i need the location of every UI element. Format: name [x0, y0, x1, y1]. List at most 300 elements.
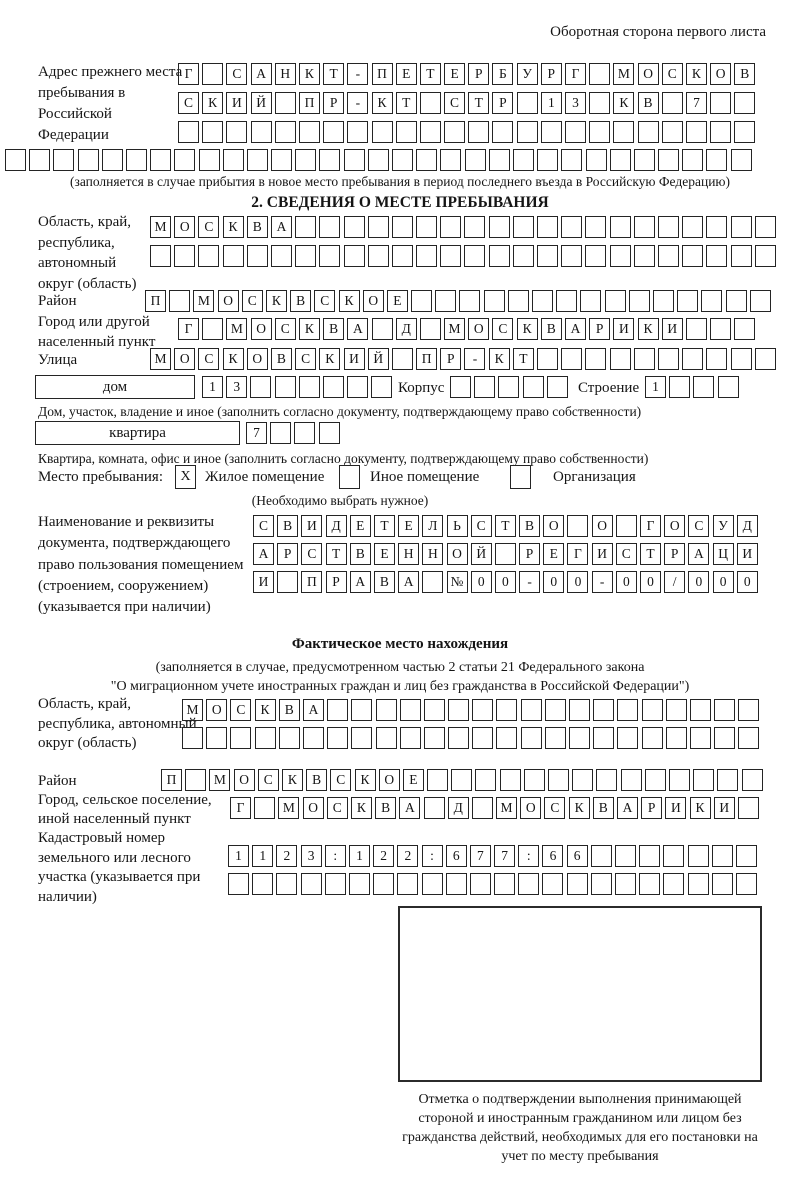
- char-box: [325, 873, 346, 895]
- char-box: [230, 727, 251, 749]
- char-box: [706, 245, 727, 267]
- char-box: Т: [468, 92, 489, 114]
- char-box: [653, 290, 674, 312]
- char-box: М: [193, 290, 214, 312]
- district2-label: Район: [38, 773, 77, 789]
- district2-row: [161, 769, 763, 791]
- char-box: К: [489, 348, 510, 370]
- char-box: [424, 727, 445, 749]
- char-box: [634, 216, 655, 238]
- char-box: [323, 376, 344, 398]
- char-box: [658, 149, 679, 171]
- char-box: Т: [396, 92, 417, 114]
- char-box: [710, 318, 731, 340]
- char-box: [682, 348, 703, 370]
- char-box: С: [275, 318, 296, 340]
- stay-type-label: Место пребывания:: [38, 469, 163, 485]
- char-box: [658, 348, 679, 370]
- char-box: М: [182, 699, 203, 721]
- char-box: 0: [737, 571, 758, 593]
- char-box: :: [422, 845, 443, 867]
- char-box: [638, 121, 659, 143]
- char-box: Т: [495, 515, 516, 537]
- prev-address-note: (заполняется в случае прибытия в новое место пребывания в период последнего въезда в Российскую Федерацию): [69, 174, 731, 189]
- char-box: [327, 727, 348, 749]
- char-box: А: [271, 216, 292, 238]
- char-box: [658, 216, 679, 238]
- char-box: [717, 769, 738, 791]
- char-box: [545, 699, 566, 721]
- char-box: [712, 845, 733, 867]
- char-box: С: [444, 92, 465, 114]
- char-box: [585, 245, 606, 267]
- char-box: С: [662, 63, 683, 85]
- char-box: Е: [396, 63, 417, 85]
- char-box: [734, 121, 755, 143]
- char-box: [102, 149, 123, 171]
- char-box: Й: [471, 543, 492, 565]
- char-box: Г: [178, 318, 199, 340]
- char-box: К: [372, 92, 393, 114]
- char-box: [682, 245, 703, 267]
- char-box: А: [617, 797, 638, 819]
- char-box: [199, 149, 220, 171]
- char-box: 0: [471, 571, 492, 593]
- char-box: [561, 348, 582, 370]
- char-box: [178, 121, 199, 143]
- char-box: С: [492, 318, 513, 340]
- char-box: [561, 149, 582, 171]
- char-box: [202, 63, 223, 85]
- char-box: [344, 245, 365, 267]
- char-box: [319, 245, 340, 267]
- char-box: [435, 290, 456, 312]
- char-box: И: [714, 797, 735, 819]
- char-box: 1: [645, 376, 666, 398]
- char-box: К: [299, 318, 320, 340]
- char-box: Р: [468, 63, 489, 85]
- char-box: [247, 245, 268, 267]
- char-box: [495, 543, 516, 565]
- char-box: [734, 92, 755, 114]
- char-box: [755, 245, 776, 267]
- char-box: С: [314, 290, 335, 312]
- char-box: [567, 873, 588, 895]
- char-box: -: [347, 92, 368, 114]
- char-box: [446, 873, 467, 895]
- char-box: [470, 873, 491, 895]
- house-number-cells: [202, 376, 392, 398]
- char-box: [663, 873, 684, 895]
- char-box: Е: [374, 543, 395, 565]
- char-box: К: [355, 769, 376, 791]
- char-box: [185, 769, 206, 791]
- char-box: Р: [440, 348, 461, 370]
- char-box: [731, 245, 752, 267]
- char-box: К: [638, 318, 659, 340]
- char-box: [344, 149, 365, 171]
- char-box: М: [613, 63, 634, 85]
- char-box: О: [247, 348, 268, 370]
- char-box: [615, 873, 636, 895]
- char-box: [392, 149, 413, 171]
- char-box: [277, 571, 298, 593]
- char-box: [545, 727, 566, 749]
- char-box: 7: [494, 845, 515, 867]
- char-box: С: [178, 92, 199, 114]
- cadastral-row-2: [228, 873, 757, 895]
- char-box: [271, 245, 292, 267]
- char-box: С: [330, 769, 351, 791]
- char-box: [275, 121, 296, 143]
- char-box: [182, 727, 203, 749]
- char-box: [376, 699, 397, 721]
- char-box: Й: [251, 92, 272, 114]
- char-box: В: [277, 515, 298, 537]
- city-row: [178, 318, 755, 340]
- char-box: 3: [565, 92, 586, 114]
- char-box: [472, 727, 493, 749]
- char-box: [742, 769, 763, 791]
- char-box: [494, 873, 515, 895]
- char-box: [468, 121, 489, 143]
- char-box: М: [496, 797, 517, 819]
- prev-address-row-2: [178, 92, 755, 114]
- char-box: [392, 245, 413, 267]
- char-box: [440, 216, 461, 238]
- char-box: [589, 121, 610, 143]
- stay-type-checkbox-other: [339, 465, 360, 489]
- char-box: [706, 348, 727, 370]
- actual-location-note-1: (заполняется в случае, предусмотренном частью 2 статьи 21 Федерального закона: [155, 660, 645, 675]
- char-box: [303, 727, 324, 749]
- char-box: [202, 318, 223, 340]
- prev-address-row-1: [178, 63, 755, 85]
- char-box: Е: [403, 769, 424, 791]
- char-box: У: [713, 515, 734, 537]
- char-box: Е: [444, 63, 465, 85]
- char-box: [513, 149, 534, 171]
- char-box: [444, 121, 465, 143]
- char-box: [537, 245, 558, 267]
- char-box: [252, 873, 273, 895]
- section2-title: 2. СВЕДЕНИЯ О МЕСТЕ ПРЕБЫВАНИЯ: [251, 194, 549, 211]
- char-box: [327, 699, 348, 721]
- char-box: [547, 376, 568, 398]
- char-box: [734, 318, 755, 340]
- char-box: [416, 149, 437, 171]
- char-box: [489, 216, 510, 238]
- char-box: [731, 216, 752, 238]
- char-box: [53, 149, 74, 171]
- char-box: [78, 149, 99, 171]
- char-box: Е: [387, 290, 408, 312]
- char-box: [397, 873, 418, 895]
- char-box: О: [218, 290, 239, 312]
- char-box: [492, 121, 513, 143]
- char-box: [347, 121, 368, 143]
- char-box: [226, 121, 247, 143]
- char-box: [532, 290, 553, 312]
- char-box: [613, 121, 634, 143]
- char-box: [459, 290, 480, 312]
- char-box: Г: [178, 63, 199, 85]
- char-box: Л: [422, 515, 443, 537]
- char-box: С: [616, 543, 637, 565]
- char-box: [686, 318, 707, 340]
- char-box: [548, 769, 569, 791]
- char-box: [712, 873, 733, 895]
- char-box: [537, 348, 558, 370]
- char-box: [682, 216, 703, 238]
- char-box: С: [242, 290, 263, 312]
- char-box: [750, 290, 771, 312]
- char-box: [448, 727, 469, 749]
- char-box: [475, 769, 496, 791]
- char-box: [251, 121, 272, 143]
- stamp-caption: Отметка о подтверждении выполнения принимающей стороной и иностранным гражданином или лицом без гражданства действий, необходимых для его постановки на учет по месту пребывания: [402, 1092, 758, 1164]
- char-box: Т: [323, 63, 344, 85]
- char-box: [688, 845, 709, 867]
- char-box: [368, 216, 389, 238]
- char-box: В: [306, 769, 327, 791]
- char-box: [714, 727, 735, 749]
- char-box: К: [223, 216, 244, 238]
- char-box: [634, 348, 655, 370]
- char-box: С: [688, 515, 709, 537]
- char-box: 6: [542, 845, 563, 867]
- char-box: [565, 121, 586, 143]
- char-box: К: [299, 63, 320, 85]
- stay-type-checkbox-organization: [510, 465, 531, 489]
- char-box: А: [303, 699, 324, 721]
- char-box: И: [662, 318, 683, 340]
- char-box: [666, 699, 687, 721]
- char-box: [706, 149, 727, 171]
- char-box: [276, 873, 297, 895]
- char-box: К: [686, 63, 707, 85]
- char-box: [642, 727, 663, 749]
- char-box: А: [253, 543, 274, 565]
- char-box: [474, 376, 495, 398]
- region-row-2: [150, 245, 776, 267]
- char-box: [617, 727, 638, 749]
- char-box: [174, 149, 195, 171]
- region2-label: Область, край, республика, автономный округ (область): [38, 696, 197, 751]
- char-box: О: [174, 348, 195, 370]
- char-box: Р: [326, 571, 347, 593]
- char-box: [569, 727, 590, 749]
- char-box: [736, 845, 757, 867]
- char-box: Р: [277, 543, 298, 565]
- document-label: Наименование и реквизиты документа, подтверждающего право пользования помещением (строением, сооружением) (указывается при наличии): [38, 514, 244, 616]
- char-box: [465, 149, 486, 171]
- district-label: Район: [38, 293, 77, 309]
- char-box: [755, 216, 776, 238]
- char-box: К: [690, 797, 711, 819]
- char-box: 1: [228, 845, 249, 867]
- char-box: [669, 769, 690, 791]
- char-box: [206, 727, 227, 749]
- char-box: [484, 290, 505, 312]
- char-box: [411, 290, 432, 312]
- char-box: /: [664, 571, 685, 593]
- char-box: [662, 121, 683, 143]
- char-box: О: [206, 699, 227, 721]
- char-box: В: [734, 63, 755, 85]
- char-box: О: [468, 318, 489, 340]
- char-box: [275, 376, 296, 398]
- char-box: [420, 318, 441, 340]
- char-box: [591, 845, 612, 867]
- char-box: [736, 873, 757, 895]
- char-box: [658, 245, 679, 267]
- char-box: [150, 149, 171, 171]
- char-box: О: [234, 769, 255, 791]
- char-box: В: [375, 797, 396, 819]
- char-box: С: [471, 515, 492, 537]
- char-box: И: [665, 797, 686, 819]
- char-box: К: [351, 797, 372, 819]
- char-box: [513, 245, 534, 267]
- char-box: [589, 63, 610, 85]
- char-box: [542, 873, 563, 895]
- char-box: А: [565, 318, 586, 340]
- char-box: К: [223, 348, 244, 370]
- header-note: Оборотная сторона первого листа: [550, 24, 766, 40]
- char-box: С: [198, 216, 219, 238]
- char-box: В: [279, 699, 300, 721]
- char-box: Г: [640, 515, 661, 537]
- char-box: П: [372, 63, 393, 85]
- char-box: 3: [301, 845, 322, 867]
- char-box: В: [638, 92, 659, 114]
- char-box: [589, 92, 610, 114]
- char-box: [319, 216, 340, 238]
- char-box: [254, 797, 275, 819]
- char-box: П: [301, 571, 322, 593]
- char-box: В: [247, 216, 268, 238]
- char-box: [642, 699, 663, 721]
- char-box: Н: [422, 543, 443, 565]
- char-box: №: [447, 571, 468, 593]
- char-box: Н: [275, 63, 296, 85]
- char-box: 6: [567, 845, 588, 867]
- stay-type-option-residential: Жилое помещение: [205, 469, 325, 485]
- char-box: [275, 92, 296, 114]
- apartment-field-box: квартира: [35, 421, 240, 445]
- char-box: [464, 216, 485, 238]
- cadastral-label: Кадастровый номер земельного или лесного участка (указывается при наличии): [38, 830, 201, 905]
- char-box: Р: [323, 92, 344, 114]
- char-box: [537, 149, 558, 171]
- char-box: [714, 699, 735, 721]
- char-box: [561, 216, 582, 238]
- char-box: [610, 348, 631, 370]
- char-box: [150, 245, 171, 267]
- actual-location-title: Фактическое место нахождения: [291, 636, 509, 652]
- char-box: Г: [567, 543, 588, 565]
- document-row-3: [253, 571, 758, 593]
- char-box: С: [258, 769, 279, 791]
- char-box: [422, 873, 443, 895]
- char-box: [279, 727, 300, 749]
- char-box: 2: [373, 845, 394, 867]
- char-box: Т: [513, 348, 534, 370]
- char-box: Р: [492, 92, 513, 114]
- char-box: О: [447, 543, 468, 565]
- char-box: [537, 216, 558, 238]
- char-box: С: [253, 515, 274, 537]
- char-box: [392, 348, 413, 370]
- char-box: В: [374, 571, 395, 593]
- char-box: В: [541, 318, 562, 340]
- char-box: [255, 727, 276, 749]
- char-box: Д: [737, 515, 758, 537]
- char-box: 0: [543, 571, 564, 593]
- apartment-cells: [246, 422, 340, 444]
- stay-type-option-organization: Организация: [553, 469, 636, 485]
- char-box: [738, 727, 759, 749]
- region2-row-1: [182, 699, 759, 721]
- char-box: А: [688, 543, 709, 565]
- char-box: [496, 727, 517, 749]
- char-box: Д: [326, 515, 347, 537]
- char-box: [301, 873, 322, 895]
- char-box: [372, 121, 393, 143]
- char-box: [472, 797, 493, 819]
- city2-label: Город, сельское поселение, иной населенный пункт: [38, 792, 212, 827]
- char-box: [738, 797, 759, 819]
- char-box: О: [592, 515, 613, 537]
- char-box: [169, 290, 190, 312]
- char-box: [513, 216, 534, 238]
- stroenie-label: Строение: [578, 380, 640, 396]
- stay-type-note: (Необходимо выбрать нужное): [251, 493, 429, 508]
- char-box: И: [592, 543, 613, 565]
- stay-type-option-other: Иное помещение: [370, 469, 480, 485]
- actual-location-note-2: "О миграционном учете иностранных граждан и лиц без гражданства в Российской Федерации"): [110, 679, 690, 694]
- char-box: 2: [397, 845, 418, 867]
- char-box: [416, 245, 437, 267]
- char-box: [372, 318, 393, 340]
- char-box: В: [593, 797, 614, 819]
- char-box: [400, 727, 421, 749]
- char-box: Б: [492, 63, 513, 85]
- char-box: [610, 216, 631, 238]
- char-box: 1: [541, 92, 562, 114]
- char-box: П: [145, 290, 166, 312]
- char-box: С: [301, 543, 322, 565]
- char-box: С: [198, 348, 219, 370]
- char-box: С: [544, 797, 565, 819]
- char-box: [521, 699, 542, 721]
- char-box: Т: [420, 63, 441, 85]
- house-field-box: дом: [35, 375, 195, 399]
- char-box: К: [255, 699, 276, 721]
- char-box: Т: [374, 515, 395, 537]
- char-box: О: [174, 216, 195, 238]
- char-box: А: [399, 797, 420, 819]
- char-box: :: [518, 845, 539, 867]
- char-box: И: [253, 571, 274, 593]
- char-box: [755, 348, 776, 370]
- char-box: [688, 873, 709, 895]
- char-box: 7: [246, 422, 267, 444]
- char-box: К: [282, 769, 303, 791]
- char-box: [682, 149, 703, 171]
- char-box: [323, 121, 344, 143]
